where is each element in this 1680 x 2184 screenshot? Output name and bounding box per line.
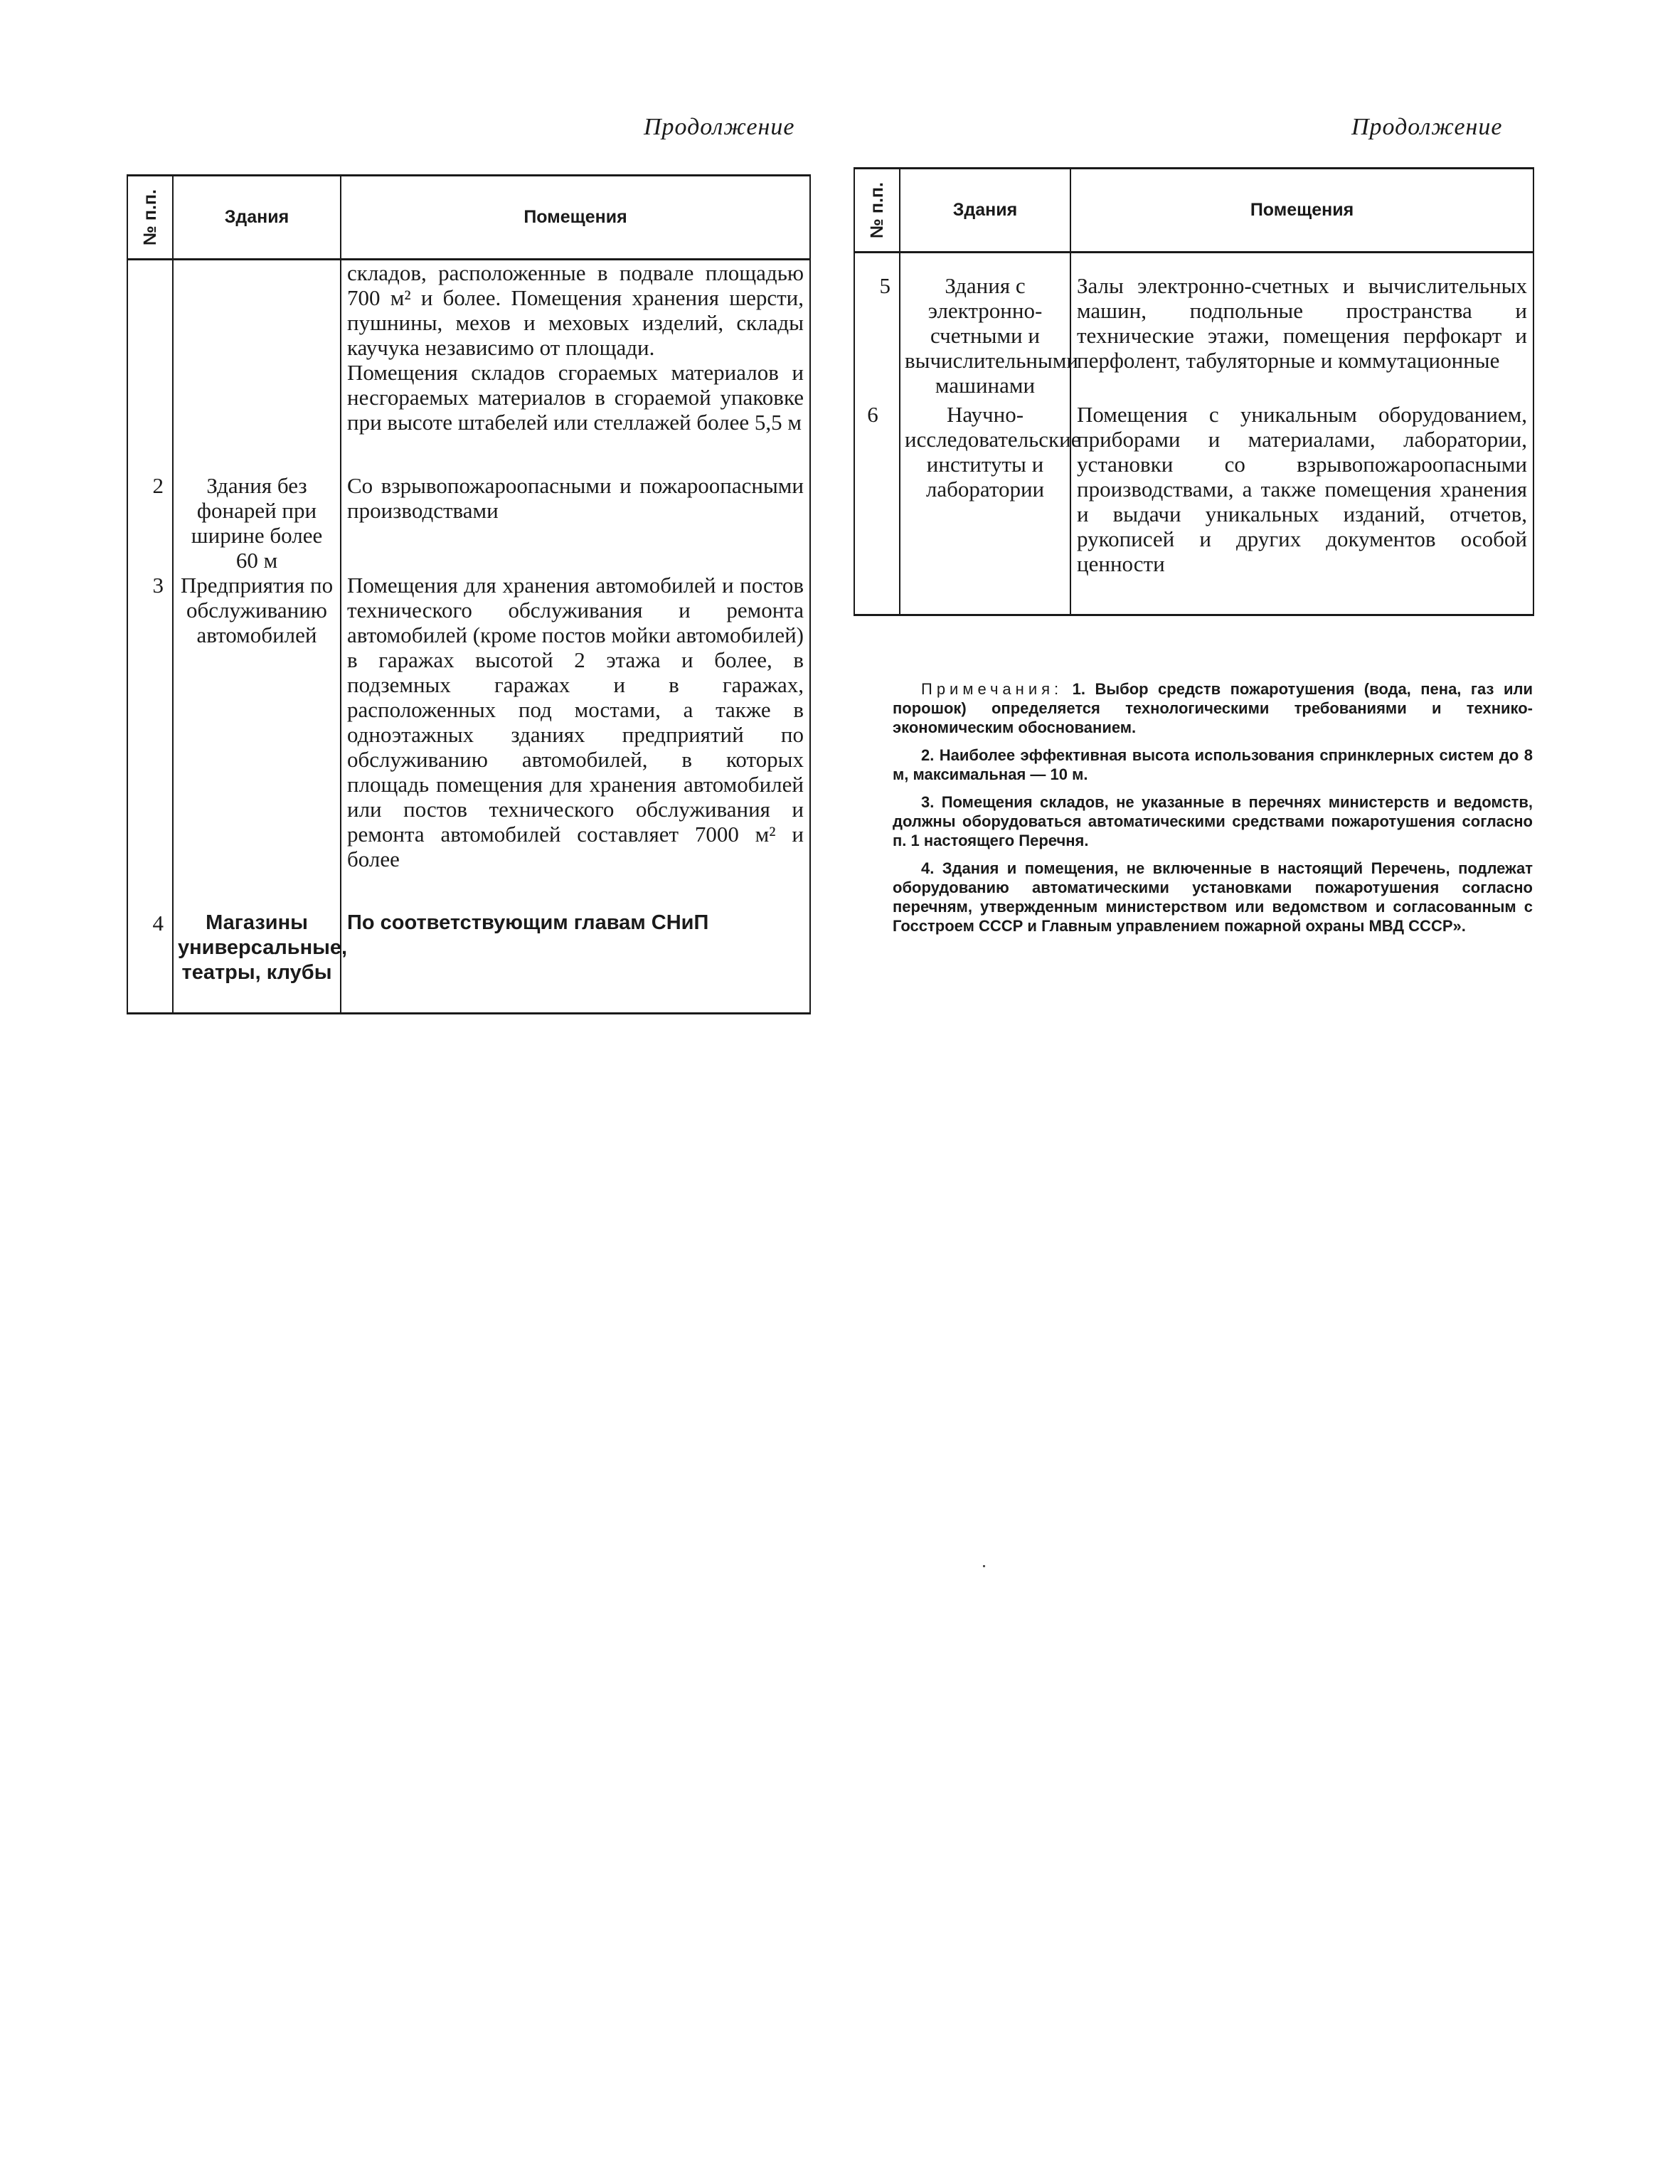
row-building: Магазины универсальные, театры, клубы	[173, 911, 341, 1014]
rooms-text: Помещения с уникальным оборудованием, приборами и материалами, лаборатории, установки со взрывопожароопасными производствами, а также помещения хранения и выдачи уникальных изданий, отчетов, рукописей и других документов особой ценности	[1077, 401, 1527, 576]
row-number: 5	[854, 253, 900, 402]
header-rooms: Помещения	[341, 176, 810, 260]
buildings-table-right	[854, 167, 1534, 616]
row-number: 3	[127, 573, 173, 911]
header-rooms: Помещения	[1070, 169, 1533, 253]
row-building: Здания с электронно-счетными и вычислительными машинами	[900, 253, 1070, 402]
rooms-text: По соответствующим главам СНиП	[347, 911, 709, 934]
row-rooms	[341, 573, 810, 911]
rooms-text: Залы электронно-счетных и вычислительных машин, подпольные пространства и технические этажи, помещения перфокарт и перфолент, табуляторные и коммутационные	[1077, 273, 1527, 373]
continuation-label-right: Продолжение	[1351, 114, 1503, 140]
row-building	[173, 260, 341, 473]
table-row	[127, 473, 810, 573]
row-number: 4	[127, 911, 173, 1014]
note-2: 2. Наиболее эффективная высота использования спринклерных систем до 8 м, максимальная — 10 м.	[893, 746, 1533, 783]
row-rooms	[341, 473, 810, 573]
notes	[893, 679, 1533, 944]
continuation-label-left: Продолжение	[644, 114, 795, 140]
header-num: № п.п.	[854, 169, 900, 253]
buildings-table-left	[127, 174, 811, 1014]
table-row	[127, 573, 810, 911]
header-buildings: Здания	[173, 176, 341, 260]
note-4: 4. Здания и помещения, не включенные в настоящий Перечень, подлежат оборудованию автоматическими установками пожаротушения согласно перечням, утвержденным министерством или ведомством и согласованным с Госстроем СССР и Главным управлением пожарной охраны МВД СССР».	[893, 859, 1533, 935]
header-buildings: Здания	[900, 169, 1070, 253]
row-building: Научно-исследовательские институты и лаборатории	[900, 402, 1070, 615]
row-number	[127, 260, 173, 473]
notes-title: Примечания:	[921, 680, 1063, 698]
table-row	[127, 911, 810, 1014]
table-row	[127, 260, 810, 473]
row-rooms	[1070, 253, 1533, 402]
row-rooms	[341, 260, 810, 473]
row-number: 6	[854, 402, 900, 615]
row-building: Здания без фонарей при ширине более 60 м	[173, 473, 341, 573]
row-rooms	[341, 911, 810, 1014]
rooms-text: складов, расположенные в подвале площадью 700 м² и более. Помещения хранения шерсти, пушнины, мехов и меховых изделий, склады каучука независимо от площади.	[347, 260, 804, 360]
note-3: 3. Помещения складов, не указанные в перечнях министерств и ведомств, должны оборудоваться автоматическими средствами пожаротушения согласно п. 1 настоящего Перечня.	[893, 793, 1533, 849]
rooms-text: Помещения складов сгораемых материалов и несгораемых материалов в сгораемой упаковке при высоте штабелей или стеллажей более 5,5 м	[347, 360, 804, 435]
row-building: Предприятия по обслуживанию автомобилей	[173, 573, 341, 911]
note-1: Примечания: 1. Выбор средств пожаротушения (вода, пена, газ или порошок) определяется технологическими требованиями и технико-экономическим обоснованием.	[893, 680, 1533, 736]
row-rooms	[1070, 402, 1533, 615]
table-row	[854, 253, 1533, 402]
row-number: 2	[127, 473, 173, 573]
rooms-text: Помещения для хранения автомобилей и постов технического обслуживания и ремонта автомобилей (кроме постов мойки автомобилей) в гаражах высотой 2 этажа и более, в подземных гаражах и в гаражах, расположенных под мостами, а также в одноэтажных зданиях предприятий по обслуживанию автомобилей, в которых площадь помещения для хранения автомобилей или постов технического обслуживания и ремонта автомобилей составляет 7000 м² и более	[347, 572, 804, 871]
rooms-text: Со взрывопожароопасными и пожароопасными производствами	[347, 472, 804, 523]
header-num: № п.п.	[127, 176, 173, 260]
table-row	[854, 402, 1533, 615]
scan-speck	[983, 1565, 985, 1567]
